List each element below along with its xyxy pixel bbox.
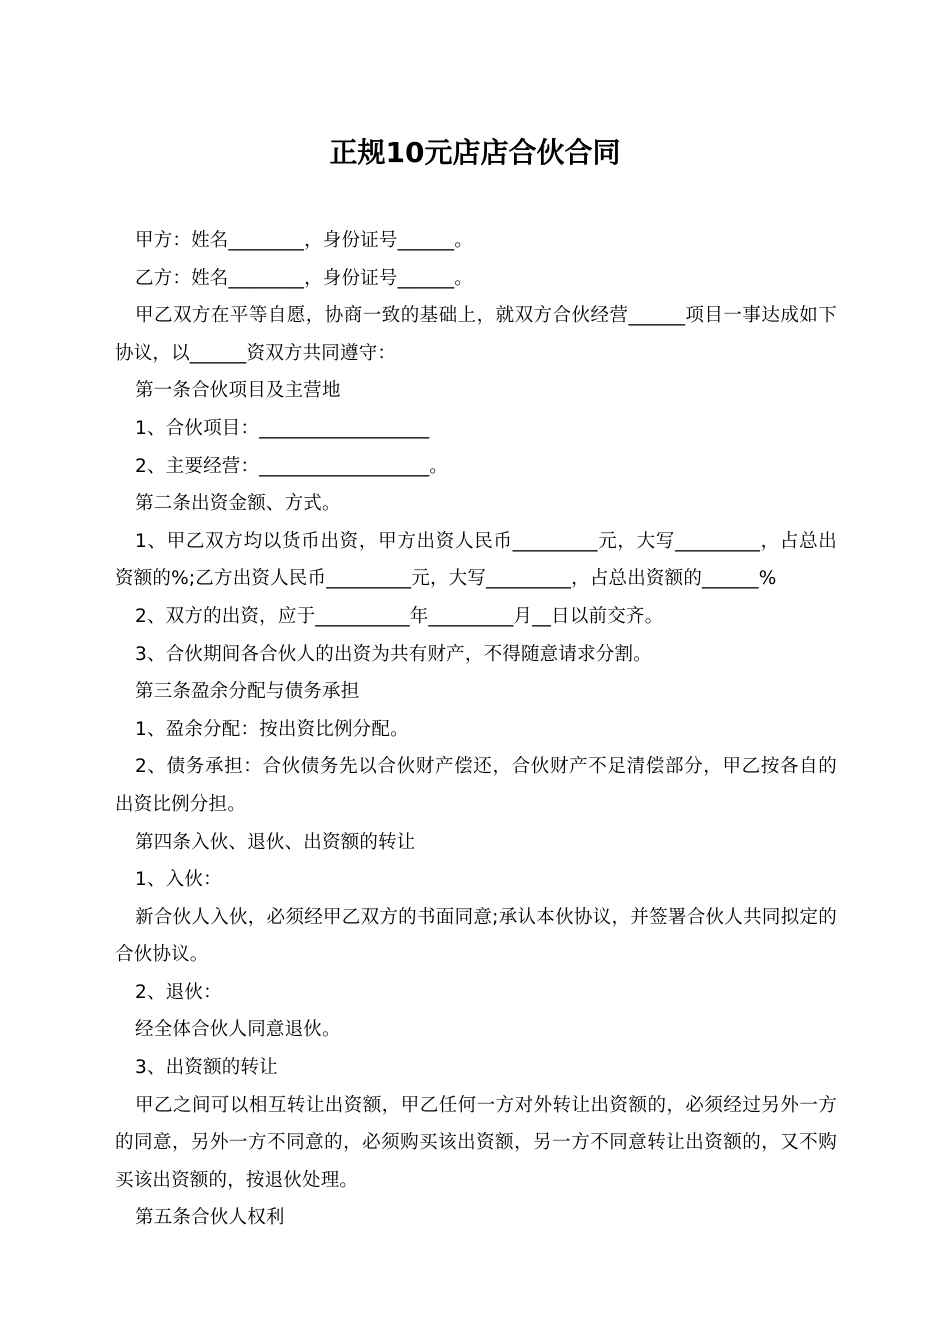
document-body bbox=[115, 222, 837, 1237]
article-4-item-1: 1、入伙： bbox=[135, 869, 222, 891]
article-4-item-3-text: 甲乙之间可以相互转让出资额，甲乙任何一方对外转让出资额的，必须经过另外一方的同意，另外一方不同意的，必须购买该出资额，另一方不同意转让出资额的，又不购买该出资额的，按退伙处理。 bbox=[115, 1094, 837, 1191]
article-1-item-2: 2、主要经营：__________________。 bbox=[135, 455, 448, 477]
article-1-item-1: 1、合伙项目：__________________ bbox=[135, 417, 430, 439]
article-2-item-2: 2、双方的出资，应于__________年_________月__日以前交齐。 bbox=[135, 605, 664, 627]
article-4-heading: 第四条入伙、退伙、出资额的转让 bbox=[135, 831, 416, 853]
article-4-item-2-text: 经全体合伙人同意退伙。 bbox=[135, 1019, 341, 1041]
article-2-item-3: 3、合伙期间各合伙人的出资为共有财产，不得随意请求分割。 bbox=[135, 643, 652, 665]
article-3-item-1: 1、盈余分配：按出资比例分配。 bbox=[135, 718, 409, 740]
article-4-item-3: 3、出资额的转让 bbox=[135, 1057, 278, 1079]
article-3-heading: 第三条盈余分配与债务承担 bbox=[135, 681, 360, 703]
party-a-line: 甲方：姓名________，身份证号______。 bbox=[135, 230, 474, 251]
article-2-item-1: 1、甲乙双方均以货币出资，甲方出资人民币_________元，大写_________，占总出资额的%;乙方出资人民币_________元，大写_________，占总出资额的______% bbox=[115, 530, 837, 590]
preamble-paragraph: 甲乙双方在平等自愿，协商一致的基础上，就双方合伙经营______项目一事达成如下协议，以______资双方共同遵守： bbox=[115, 305, 837, 364]
document-title: 正规10元店店合伙合同 bbox=[329, 136, 621, 169]
article-4-item-2: 2、退伙： bbox=[135, 981, 222, 1003]
article-1-heading: 第一条合伙项目及主营地 bbox=[135, 380, 341, 402]
article-5-heading: 第五条合伙人权利 bbox=[135, 1207, 285, 1229]
article-2-heading: 第二条出资金额、方式。 bbox=[135, 493, 341, 515]
party-b-line: 乙方：姓名________，身份证号______。 bbox=[135, 267, 474, 289]
article-3-item-2: 2、债务承担：合伙债务先以合伙财产偿还，合伙财产不足清偿部分，甲乙按各自的出资比例分担。 bbox=[115, 756, 837, 815]
article-4-item-1-text: 新合伙人入伙，必须经甲乙双方的书面同意;承认本伙协议，并签署合伙人共同拟定的合伙协议。 bbox=[115, 906, 837, 966]
